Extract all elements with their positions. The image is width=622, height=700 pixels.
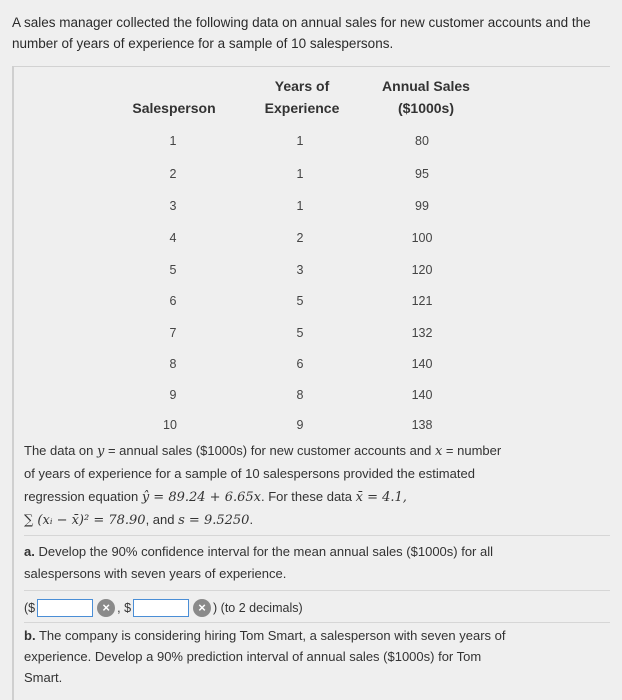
cell-years: 2	[296, 231, 304, 245]
header-salesperson: Salesperson	[132, 100, 216, 116]
cell-salesperson: 6	[169, 294, 177, 308]
cell-salesperson: 2	[169, 167, 177, 181]
cell-salesperson: 5	[169, 263, 177, 277]
question-b-line-1: b. The company is considering hiring Tom Smart, a salesperson with seven years of	[24, 628, 506, 643]
context-line-4: ∑ (xᵢ − x̄)² = 78.90, and s = 9.5250.	[24, 512, 254, 528]
question-border	[12, 66, 14, 700]
cell-salesperson: 7	[169, 326, 177, 340]
cell-salesperson: 4	[169, 231, 177, 245]
sum-of-squares: ∑ (xᵢ − x̄)² = 78.90	[24, 513, 146, 528]
header-years-line1: Years of	[274, 78, 330, 94]
lower-bound-input[interactable]	[37, 599, 93, 617]
cell-sales: 121	[411, 294, 433, 308]
question-b-line-2: experience. Develop a 90% prediction interval of annual sales ($1000s) for Tom	[24, 649, 482, 664]
cell-salesperson: 8	[169, 357, 177, 371]
cell-salesperson: 3	[169, 199, 177, 213]
cell-years: 6	[296, 357, 304, 371]
divider	[24, 622, 610, 623]
cell-salesperson: 9	[169, 388, 177, 402]
cell-years: 3	[296, 263, 304, 277]
cell-years: 1	[296, 199, 304, 213]
incorrect-icon: ×	[97, 599, 115, 617]
cell-years: 5	[296, 326, 304, 340]
incorrect-icon: ×	[193, 599, 211, 617]
context-line-1: The data on y = annual sales ($1000s) for new customer accounts and x = number	[24, 443, 502, 459]
cell-sales: 120	[411, 263, 433, 277]
cell-years: 5	[296, 294, 304, 308]
answer-row-a: ($ × , $ × ) (to 2 decimals)	[24, 600, 303, 615]
question-a-line-1: a. Develop the 90% confidence interval for the mean annual sales ($1000s) for all	[24, 544, 494, 559]
cell-sales: 140	[411, 388, 433, 402]
x-bar-value: x̄ = 4.1,	[355, 490, 407, 505]
cell-years: 1	[296, 167, 304, 181]
cell-sales: 95	[415, 167, 429, 181]
context-line-2: of years of experience for a sample of 10 salespersons provided the estimated	[24, 466, 475, 481]
header-years-line2: Experience	[264, 100, 340, 116]
cell-sales: 140	[411, 357, 433, 371]
cell-salesperson: 10	[163, 418, 177, 432]
divider	[12, 66, 610, 67]
cell-sales: 99	[415, 199, 429, 213]
question-b-line-3: Smart.	[24, 670, 63, 685]
header-sales-line2: ($1000s)	[397, 100, 455, 116]
cell-years: 1	[296, 134, 304, 148]
cell-salesperson: 1	[169, 134, 177, 148]
header-sales-line1: Annual Sales	[382, 78, 470, 94]
cell-sales: 138	[411, 418, 433, 432]
divider	[24, 590, 610, 591]
question-a-line-2: salespersons with seven years of experience.	[24, 566, 287, 581]
context-line-3: regression equation ŷ = 89.24 + 6.65x. For these data x̄ = 4.1,	[24, 489, 407, 505]
upper-bound-input[interactable]	[133, 599, 189, 617]
cell-sales: 100	[411, 231, 433, 245]
cell-sales: 80	[415, 134, 429, 148]
cell-years: 8	[296, 388, 304, 402]
divider	[24, 535, 610, 536]
regression-equation: ŷ = 89.24 + 6.65x	[141, 490, 261, 505]
s-value: s = 9.5250	[178, 513, 250, 528]
cell-sales: 132	[411, 326, 433, 340]
problem-intro: A sales manager collected the following data on annual sales for new customer accounts and the number of years of experience for a sample of 10 salespersons.	[12, 15, 591, 51]
cell-years: 9	[296, 418, 304, 432]
